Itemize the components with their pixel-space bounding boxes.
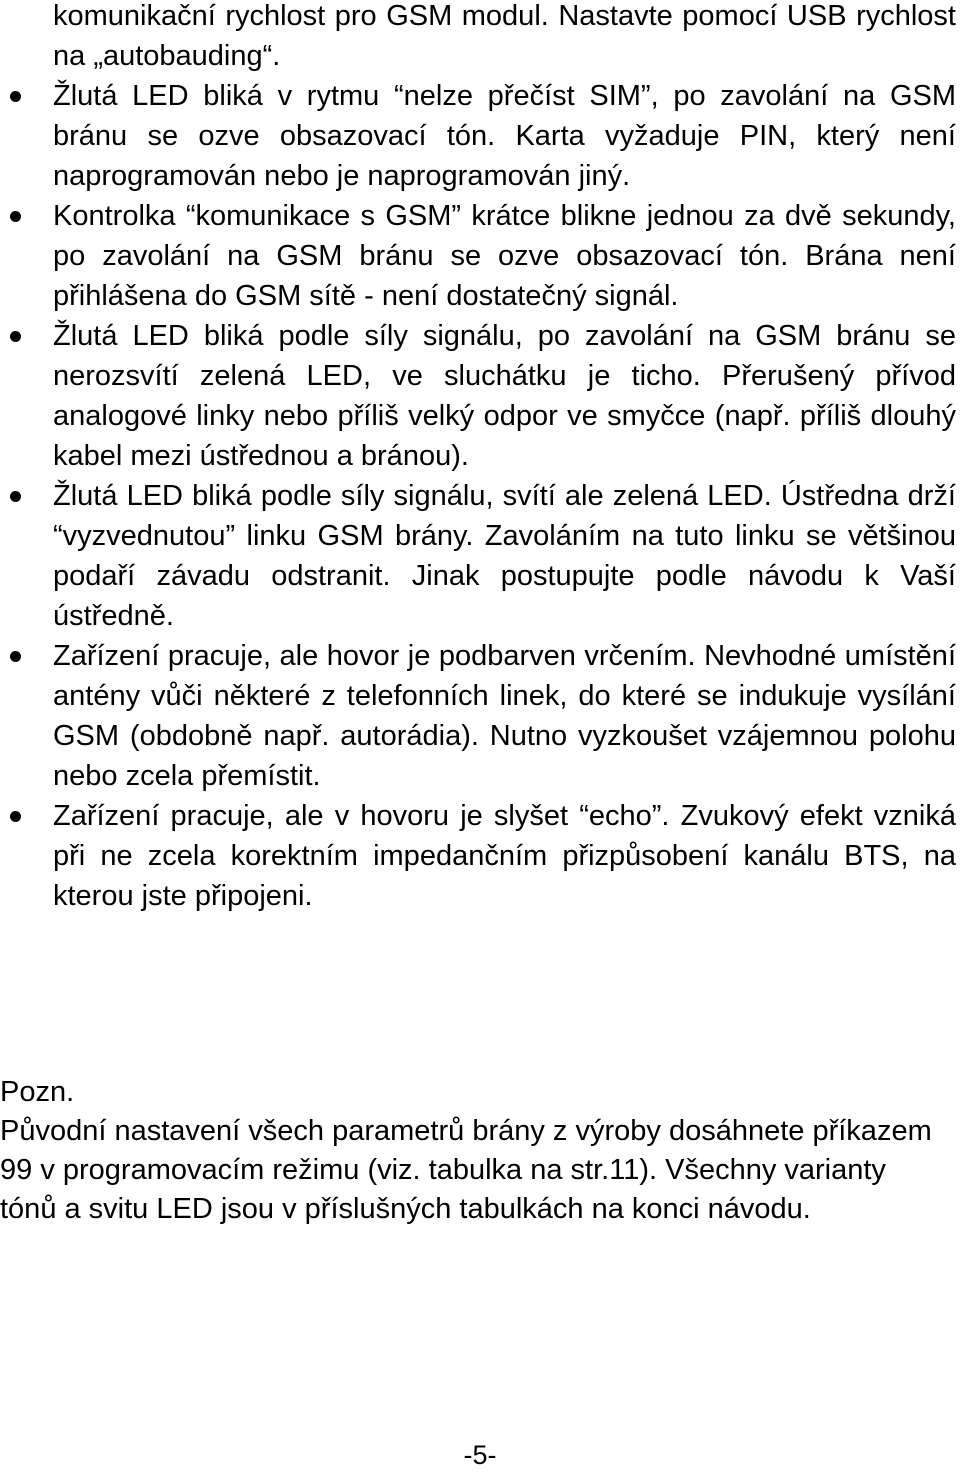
list-item xyxy=(0,196,956,316)
list-item-text: Žlutá LED bliká v rytmu “nelze přečíst SIM”, po zavolání na GSM bránu se ozve obsazovací tón. Karta vyžaduje PIN, který není naprogramován nebo je naprogramován jiný. xyxy=(53,80,956,192)
continuation-paragraph: komunikační rychlost pro GSM modul. Nastavte pomocí USB rychlost na „autobauding“. xyxy=(53,0,956,72)
list-item xyxy=(0,636,956,796)
list-item xyxy=(0,796,956,916)
list-item-text: Zařízení pracuje, ale v hovoru je slyšet “echo”. Zvukový efekt vzniká při ne zcela korektním impedančním přizpůsobení kanálu BTS, na kterou jste připojeni. xyxy=(53,800,956,912)
bullet-icon xyxy=(10,91,21,102)
note-title: Pozn. xyxy=(0,1076,75,1108)
list-item-text: Zařízení pracuje, ale hovor je podbarven vrčením. Nevhodné umístění antény vůči některé z telefonních linek, do které se indukuje vysílání GSM (obdobně např. autorádia). Nutno vyzkoušet vzájemnou polohu nebo zcela přemístit. xyxy=(53,640,956,792)
troubleshooting-list xyxy=(0,76,960,916)
list-item xyxy=(0,76,956,196)
note-text: Původní nastavení všech parametrů brány z výroby dosáhnete příkazem 99 v programovacím režimu (viz. tabulka na str.11). Všechny varianty tónů a svitu LED jsou v příslušných tabulkách na konci návodu. xyxy=(0,1115,932,1225)
bullet-icon xyxy=(10,651,21,662)
bullet-icon xyxy=(10,811,21,822)
list-item xyxy=(0,316,956,476)
list-item-text: Žlutá LED bliká podle síly signálu, po zavolání na GSM bránu se nerozsvítí zelená LED, ve sluchátku je ticho. Přerušený přívod analogové linky nebo příliš velký odpor ve smyčce (např. příliš dlouhý kabel mezi ústřednou a bránou). xyxy=(53,320,956,472)
bullet-icon xyxy=(10,331,21,342)
list-item-text: Žlutá LED bliká podle síly signálu, svítí ale zelená LED. Ústředna drží “vyzvednutou” linku GSM brány. Zavoláním na tuto linku se většinou podaří závadu odstranit. Jinak postupujte podle návodu k Vaší ústředně. xyxy=(53,480,956,632)
bullet-icon xyxy=(10,211,21,222)
page-number: -5- xyxy=(463,1440,497,1470)
note-section xyxy=(0,1073,950,1229)
bullet-icon xyxy=(10,491,21,502)
list-item xyxy=(0,476,956,636)
list-item-text: Kontrolka “komunikace s GSM” krátce blikne jednou za dvě sekundy, po zavolání na GSM bránu se ozve obsazovací tón. Brána není přihlášena do GSM sítě - není dostatečný signál. xyxy=(53,200,956,312)
